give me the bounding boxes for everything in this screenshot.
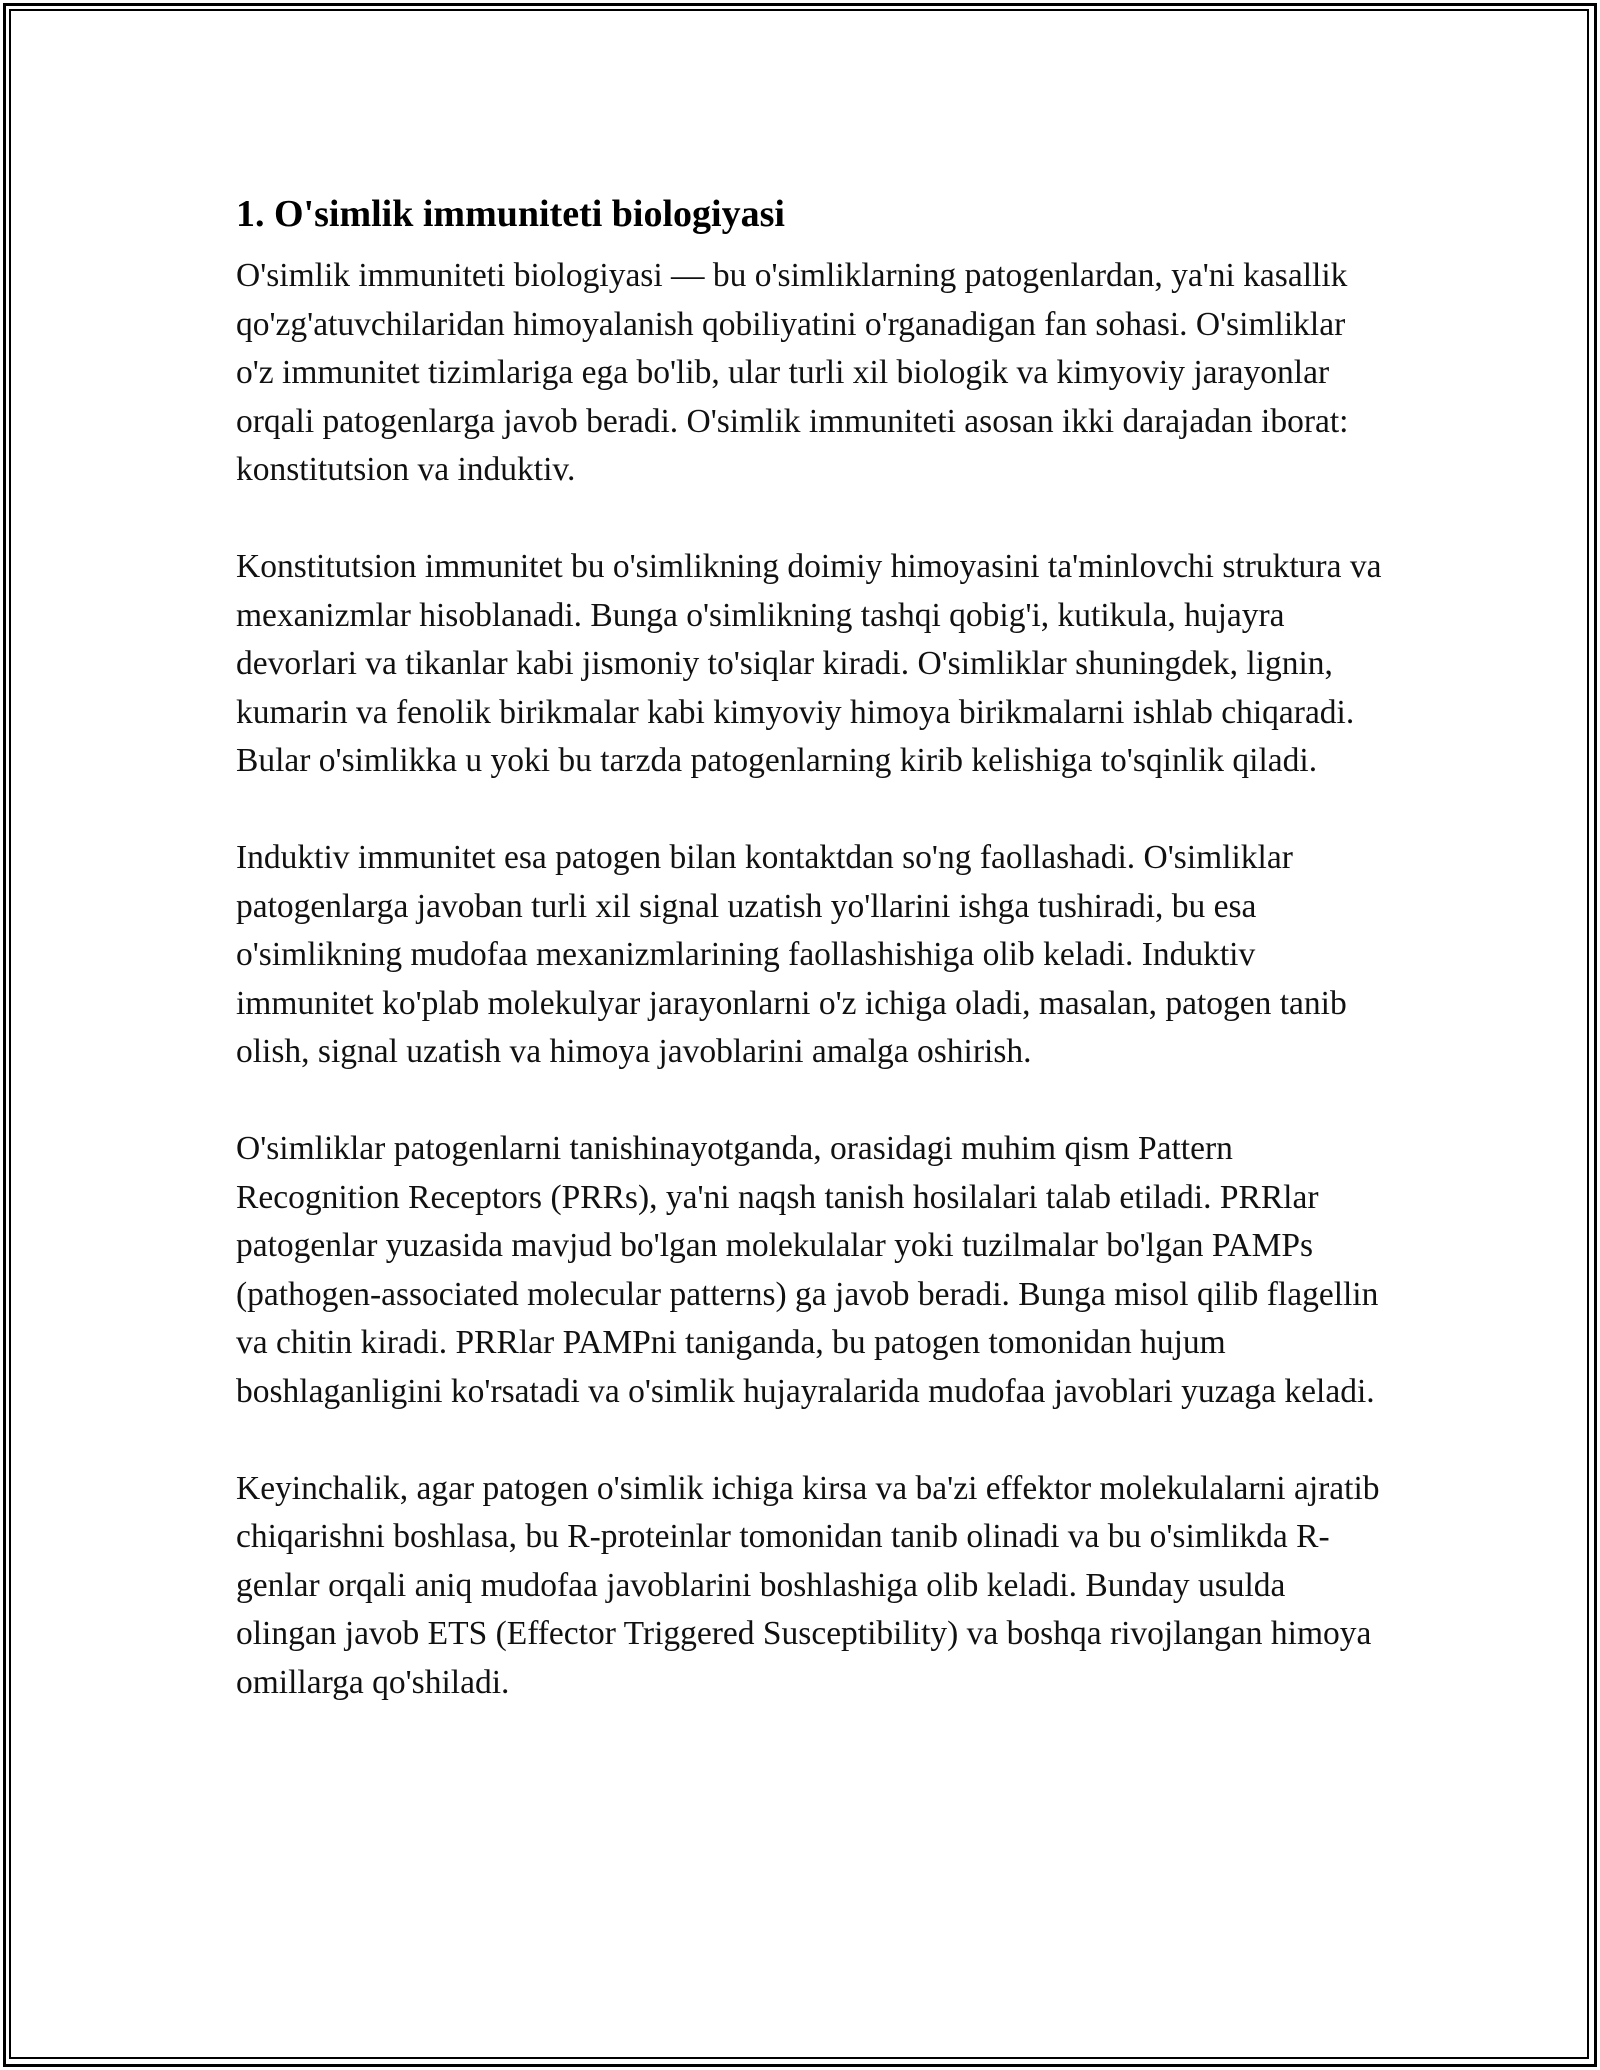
paragraph-pattern-recognition: O'simliklar patogenlarni tanishinayotganda, orasidagi muhim qism Pattern Recognition Receptors (PRRs), ya'ni naqsh tanish hosilalari talab etiladi. PRRlar patogenlar yuzasida mavjud bo'lgan molekulalar yoki tuzilmalar bo'lgan PAMPs (pathogen-associated molecular patterns) ga javob beradi. Bunga misol qilib flagellin va chitin kiradi. PRRlar PAMPni taniganda, bu patogen tomonidan hujum boshlaganligini ko'rsatadi va o'simlik hujayralarida mudofaa javoblari yuzaga keladi.: [236, 1130, 1379, 1410]
document-body: [236, 188, 1386, 1707]
section-title: 1. O'simlik immuniteti biologiyasi: [236, 193, 785, 235]
paragraph-effector-response: Keyinchalik, agar patogen o'simlik ichiga kirsa va ba'zi effektor molekulalarni ajratib chiqarishni boshlasa, bu R-proteinlar tomonidan tanib olinadi va bu o'simlikda R-genlar orqali aniq mudofaa javoblarini boshlashiga olib keladi. Bunday usulda olingan javob ETS (Effector Triggered Susceptibility) va boshqa rivojlangan himoya omillarga qo'shiladi.: [236, 1469, 1380, 1701]
paragraph-constitutive-immunity: Konstitutsion immunitet bu o'simlikning doimiy himoyasini ta'minlovchi struktura va mexanizmlar hisoblanadi. Bunga o'simlikning tashqi qobig'i, kutikula, hujayra devorlari va tikanlar kabi jismoniy to'siqlar kiradi. O'simliklar shuningdek, lignin, kumarin va fenolik birikmalar kabi kimyoviy himoya birikmalarni ishlab chiqaradi. Bular o'simlikka u yoki bu tarzda patogenlarning kirib kelishiga to'sqinlik qiladi.: [236, 548, 1382, 779]
paragraph-intro: O'simlik immuniteti biologiyasi — bu o'simliklarning patogenlardan, ya'ni kasallik qo'zg'atuvchilaridan himoyalanish qobiliyatini o'rganadigan fan sohasi. O'simliklar o'z immunitet tizimlariga ega bo'lib, ular turli xil biologik va kimyoviy jarayonlar orqali patogenlarga javob beradi. O'simlik immuniteti asosan ikki darajadan iborat: konstitutsion va induktiv.: [236, 257, 1349, 488]
paragraph-inductive-immunity: Induktiv immunitet esa patogen bilan kontaktdan so'ng faollashadi. O'simliklar patogenlarga javoban turli xil signal uzatish yo'llarini ishga tushiradi, bu esa o'simlikning mudofaa mexanizmlarining faollashishiga olib keladi. Induktiv immunitet ko'plab molekulyar jarayonlarni o'z ichiga oladi, masalan, patogen tanib olish, signal uzatish va himoya javoblarini amalga oshirish.: [236, 839, 1347, 1070]
